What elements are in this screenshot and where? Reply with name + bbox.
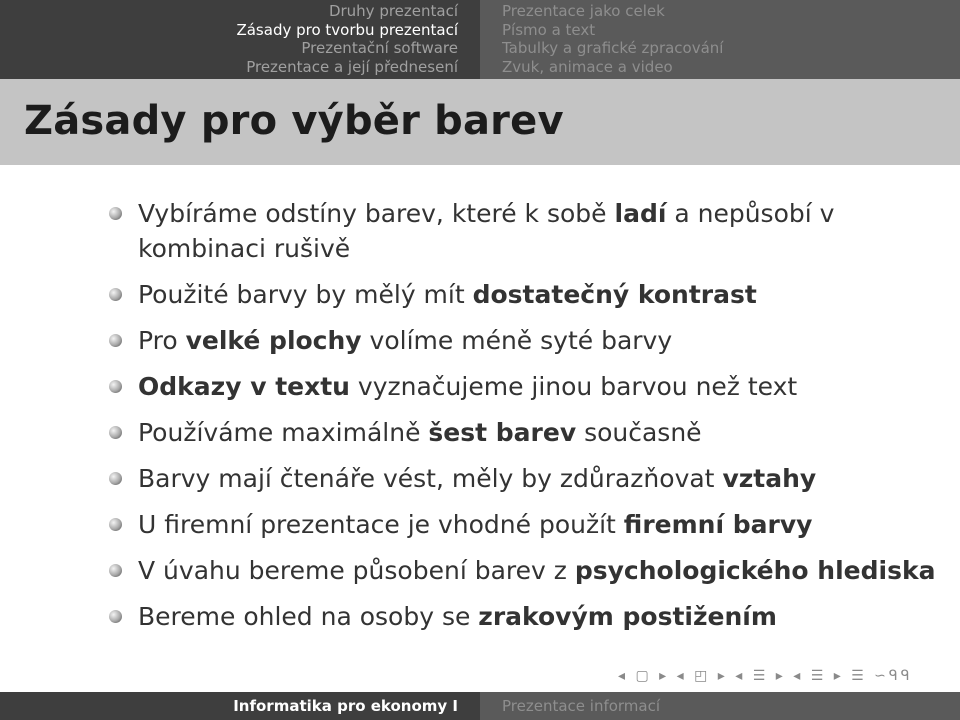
- bullet-text: vyznačujeme jinou barvou než text: [349, 372, 798, 401]
- bullet-emphasis: zrakovým postižením: [478, 602, 777, 631]
- headline-section-link[interactable]: Prezentační software: [301, 39, 458, 57]
- ball-bullet-icon: [109, 518, 122, 531]
- headline-section-link[interactable]: Zásady pro tvorbu prezentací: [236, 20, 458, 39]
- bullet-list: [106, 196, 936, 645]
- bullet-text: volíme méně syté barvy: [361, 326, 673, 355]
- bullet-text: Použité barvy by mělý mít: [138, 280, 473, 309]
- bullet-emphasis: vztahy: [722, 464, 817, 493]
- bullet-item: [106, 461, 936, 496]
- headline-subsections: [480, 0, 960, 79]
- bullet-text: Pro: [138, 326, 186, 355]
- bullet-item: [106, 196, 936, 266]
- bullet-item: [106, 369, 936, 404]
- headline-section-link[interactable]: Prezentace a její přednesení: [246, 57, 458, 76]
- ball-bullet-icon: [109, 207, 122, 220]
- bullet-emphasis: firemní barvy: [623, 510, 813, 539]
- bullet-text: Bereme ohled na osoby se: [138, 602, 479, 631]
- bullet-item: [106, 507, 936, 542]
- headline-subsection-link[interactable]: Písmo a text: [502, 20, 596, 39]
- bullet-emphasis: šest barev: [428, 418, 577, 447]
- bullet-item: [106, 415, 936, 450]
- ball-bullet-icon: [109, 564, 122, 577]
- bullet-text: Používáme maximálně: [138, 418, 429, 447]
- headline-subsection-link[interactable]: Zvuk, animace a video: [502, 57, 673, 76]
- bullet-emphasis: velké plochy: [185, 326, 362, 355]
- bullet-text: Barvy mají čtenáře vést, měly by zdůrazňovat: [138, 464, 723, 493]
- navigation-symbols[interactable]: ◂ ▢ ▸ ◂ ◰ ▸ ◂ ☰ ▸ ◂ ☰ ▸ ☰ ∽ᑫᑫ: [618, 668, 913, 684]
- bullet-emphasis: psychologického hlediska: [574, 556, 936, 585]
- headline-subsection-link[interactable]: Prezentace jako celek: [502, 2, 665, 20]
- ball-bullet-icon: [109, 426, 122, 439]
- ball-bullet-icon: [109, 334, 122, 347]
- bullet-emphasis: Odkazy v textu: [138, 372, 350, 401]
- headline-sections: [0, 0, 480, 79]
- footline-course-title: Informatika pro ekonomy I: [0, 692, 480, 720]
- bullet-text: U firemní prezentace je vhodné použít: [138, 510, 624, 539]
- ball-bullet-icon: [109, 610, 122, 623]
- headline-section-link[interactable]: Druhy prezentací: [328, 2, 458, 20]
- bullet-emphasis: ladí: [614, 199, 667, 228]
- ball-bullet-icon: [109, 472, 122, 485]
- bullet-item: [106, 277, 936, 312]
- headline-bar: [0, 0, 960, 79]
- bullet-item: [106, 599, 936, 634]
- footline-lecture-title: Prezentace informací: [480, 692, 960, 720]
- footline: [0, 692, 960, 720]
- frame-title-bar: [0, 79, 960, 165]
- bullet-item: [106, 553, 936, 588]
- bullet-text: Vybíráme odstíny barev, které k sobě: [138, 199, 615, 228]
- bullet-emphasis: dostatečný kontrast: [472, 280, 757, 309]
- frame-title: Zásady pro výběr barev: [24, 98, 564, 144]
- bullet-item: [106, 323, 936, 358]
- headline-subsection-link[interactable]: Tabulky a grafické zpracování: [502, 39, 724, 57]
- ball-bullet-icon: [109, 288, 122, 301]
- bullet-text: V úvahu bereme působení barev z: [138, 556, 575, 585]
- ball-bullet-icon: [109, 380, 122, 393]
- bullet-text: současně: [576, 418, 702, 447]
- bullet-text: a nepůsobí v kombinaci rušivě: [138, 199, 835, 263]
